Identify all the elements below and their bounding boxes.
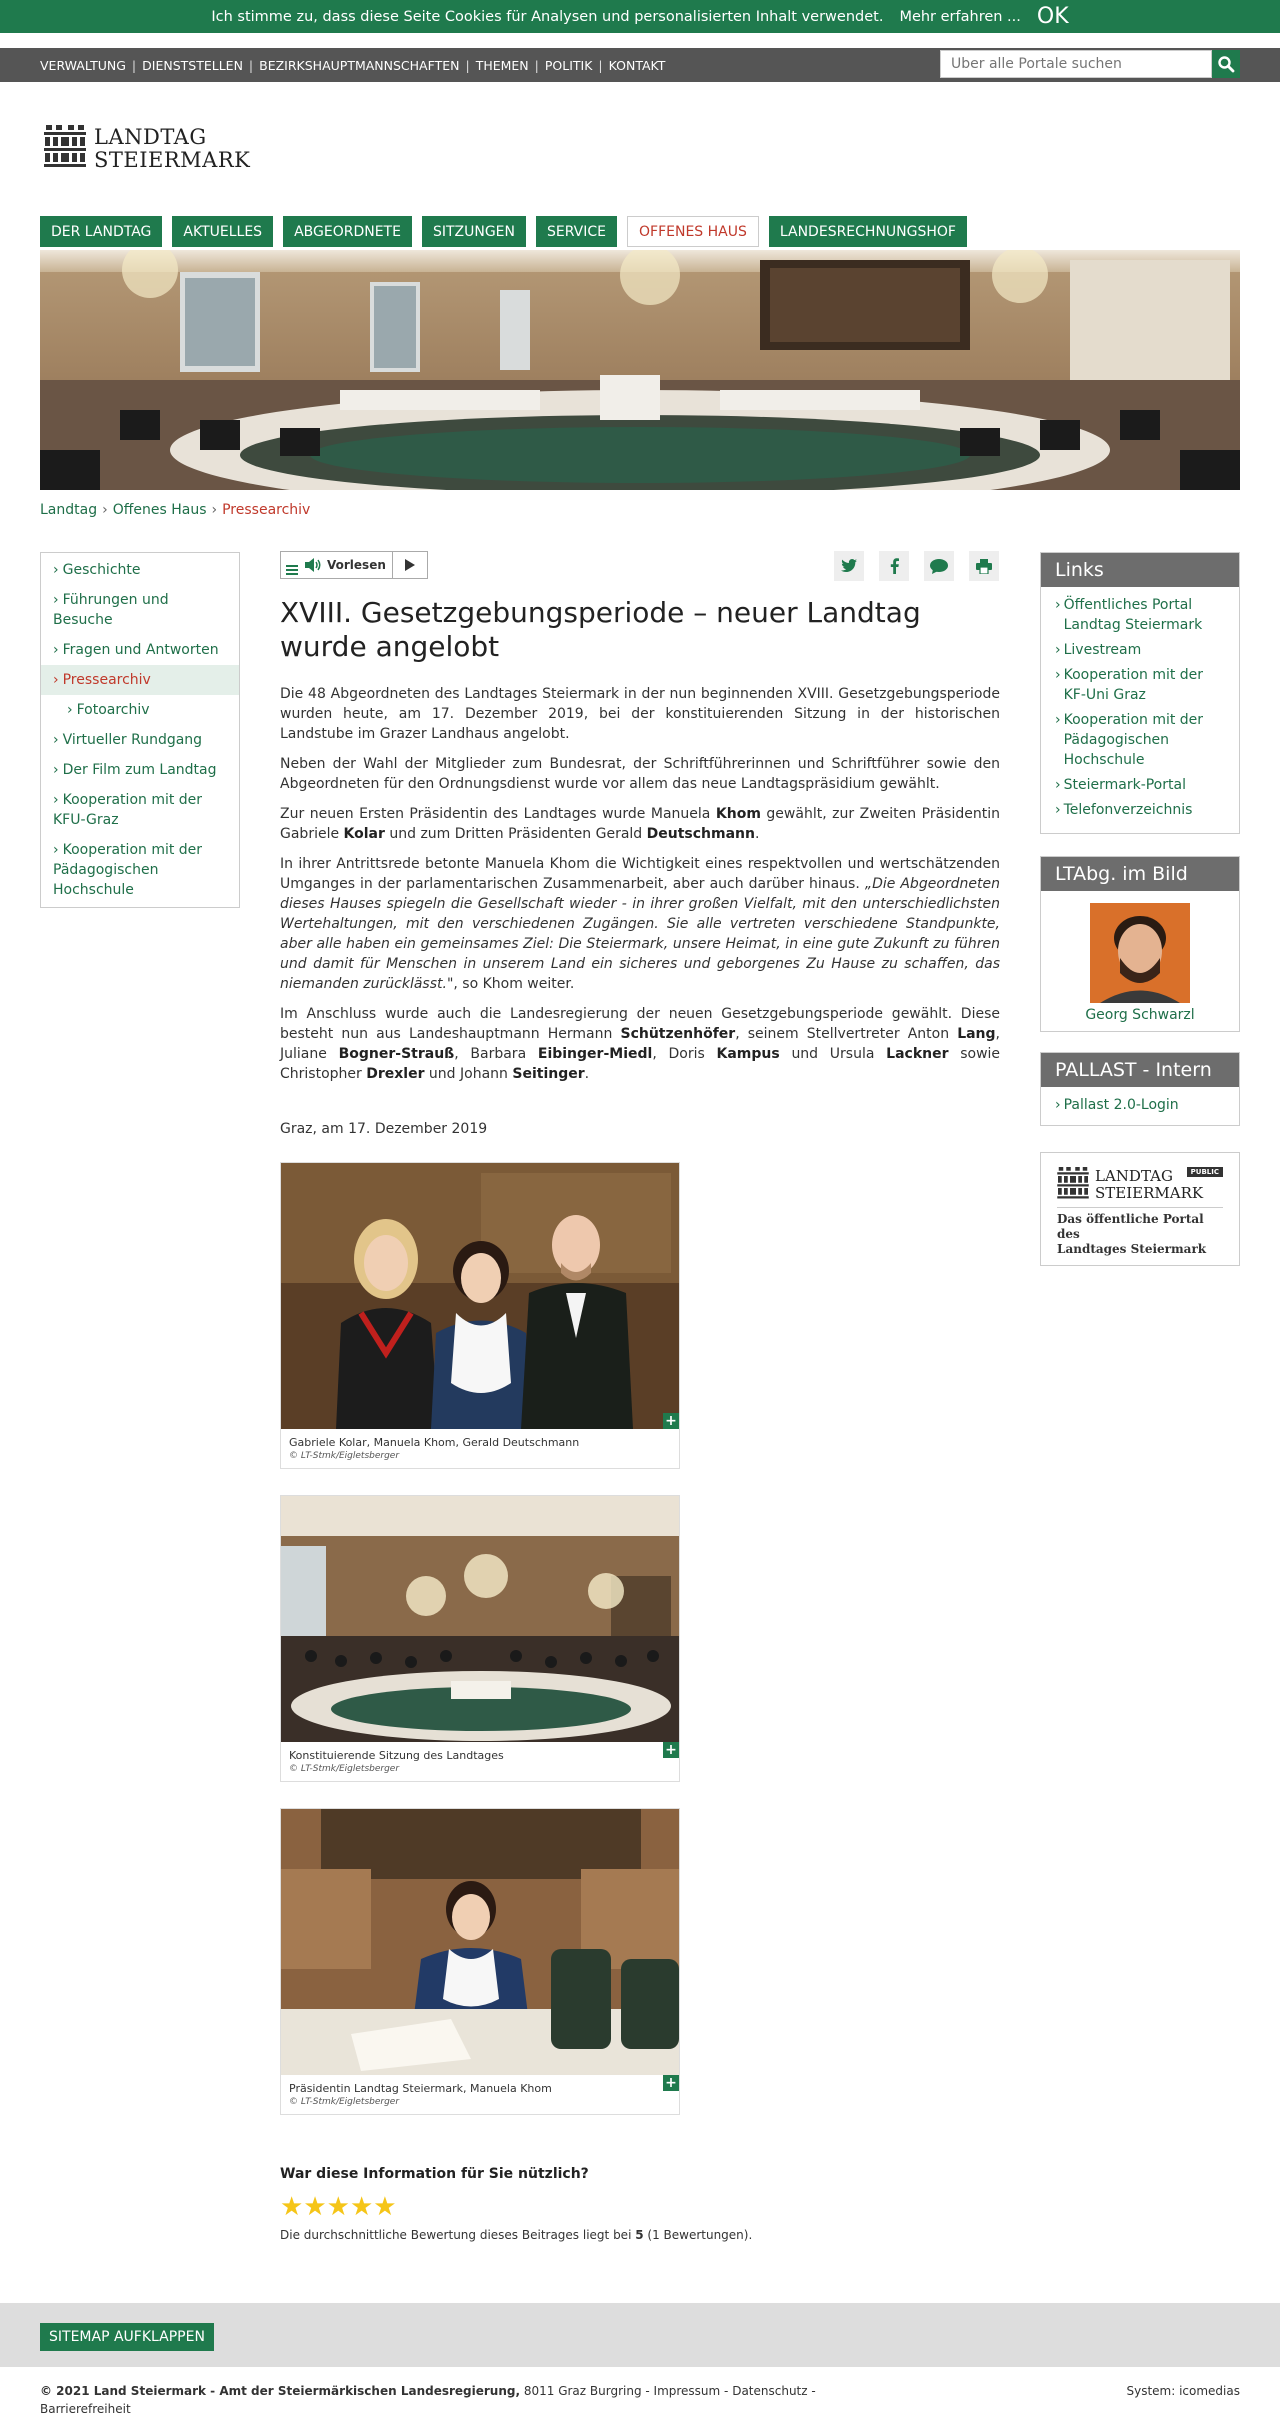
star-icon[interactable]: ★ bbox=[303, 2192, 327, 2222]
member-portrait[interactable] bbox=[1090, 903, 1190, 1003]
hero-banner-image bbox=[40, 250, 1240, 490]
article-paragraph-1: Die 48 Abgeordneten des Landtages Steiermark in der nun beginnenden XVIII. Gesetzgebungsperiode wurden heute, am 17. Dezember 2019, bei der konstituierenden Sitzung in der historischen Landstube im Grazer Landhaus angelobt. bbox=[280, 686, 1000, 742]
nav-abgeordnete[interactable]: ABGEORDNETE bbox=[283, 216, 412, 247]
footer-datenschutz-link[interactable]: Datenschutz bbox=[732, 2384, 808, 2398]
nav-offenes-haus[interactable]: OFFENES HAUS bbox=[627, 216, 759, 247]
landhaus-logo-icon bbox=[1057, 1167, 1089, 1203]
footer-address: 8011 Graz Burgring - bbox=[520, 2384, 654, 2398]
nav-aktuelles[interactable]: AKTUELLES bbox=[172, 216, 273, 247]
star-icon[interactable]: ★ bbox=[280, 2192, 304, 2222]
portal-search bbox=[940, 50, 1240, 80]
article-paragraph-5: Im Anschluss wurde auch die Landesregierung der neuen Gesetzgebungsperiode gewählt. Diese besteht nun aus Landeshauptmann Hermann Schützenhöfer, seinem Stellvertreter Anton Lang, Juliane Bogner-Strauß, Barbara Eibinger-Miedl, Doris Kampus und Ursula Lackner sowie Christopher Drexler und Johann Seitinger. bbox=[280, 1006, 1001, 1082]
links-box-body bbox=[1041, 587, 1239, 833]
play-icon bbox=[405, 559, 415, 571]
figure-president bbox=[280, 1808, 680, 2115]
share-comment-button[interactable] bbox=[924, 551, 954, 581]
search-icon bbox=[1217, 55, 1235, 73]
photo-presidium[interactable] bbox=[281, 1163, 679, 1429]
sidebar-item-geschichte[interactable]: › Geschichte bbox=[41, 555, 239, 585]
portal-logo-line-1: LANDTAG bbox=[1095, 1167, 1173, 1185]
sidebar-item-rundgang[interactable]: › Virtueller Rundgang bbox=[41, 725, 239, 755]
photo-caption-text: Gabriele Kolar, Manuela Khom, Gerald Deutschmann bbox=[289, 1436, 580, 1449]
star-icon[interactable]: ★ bbox=[373, 2192, 397, 2222]
sidebar-item-pressearchiv[interactable]: › Pressearchiv bbox=[41, 665, 239, 695]
figure-session bbox=[280, 1495, 680, 1782]
public-portal-box[interactable] bbox=[1040, 1152, 1240, 1266]
utility-link-kontakt[interactable]: KONTAKT bbox=[608, 57, 666, 73]
sidebar-item-ph[interactable]: › Kooperation mit der Pädagogischen Hochschule bbox=[41, 835, 239, 905]
enlarge-photo-button[interactable]: + bbox=[663, 2075, 679, 2091]
star-icon[interactable]: ★ bbox=[326, 2192, 350, 2222]
separator: | bbox=[131, 57, 137, 73]
pallast-title: PALLAST - Intern bbox=[1041, 1053, 1239, 1087]
speaker-icon bbox=[305, 558, 323, 572]
nav-der-landtag[interactable]: DER LANDTAG bbox=[40, 216, 162, 247]
utility-link-verwaltung[interactable]: VERWALTUNG bbox=[40, 57, 126, 73]
article-rating bbox=[280, 2166, 1000, 2242]
separator: | bbox=[248, 57, 254, 73]
cookie-banner bbox=[0, 0, 1280, 33]
link-steiermark-portal[interactable]: › Steiermark-Portal bbox=[1055, 775, 1229, 795]
utility-link-bezirkshauptmannschaften[interactable]: BEZIRKSHAUPTMANNSCHAFTEN bbox=[259, 57, 460, 73]
sidebar-item-fuehrungen[interactable]: › Führungen und Besuche bbox=[41, 585, 239, 635]
rating-question: War diese Information für Sie nützlich? bbox=[280, 2166, 589, 2182]
photo-copyright: © LT-Stmk/Eigletsberger bbox=[289, 1451, 400, 1461]
link-pallast-login[interactable]: › Pallast 2.0-Login bbox=[1055, 1095, 1229, 1115]
article-dateline: Graz, am 17. Dezember 2019 bbox=[280, 1121, 488, 1137]
photo-caption-text: Konstituierende Sitzung des Landtages bbox=[289, 1749, 504, 1762]
article-paragraph-4: In ihrer Antrittsrede betonte Manuela Khom die Wichtigkeit eines respektvollen und wertschätzenden Umganges in der parlamentarischen Zusammenarbeit, aber auch darüber hinaus. „Die Abgeordneten dieses Hauses spiegeln die Gesellschaft wieder - in ihrer großen Vielfalt, mit den unterschiedlichsten Wertehaltungen, mit den verschiedenen Zugängen. Sie alle vertreten verschiedene Standpunkte, aber alle haben ein gemeinsames Ziel: Die Steiermark, unsere Heimat, in eine gute Zukunft zu führen und damit für Menschen in unserem Land ein sicheres und geborgenes Zu Hause zu schaffen, das niemanden zurücklässt.", so Khom weiter. bbox=[280, 856, 1000, 992]
logo-line-1: LANDTAG bbox=[94, 125, 207, 149]
footer bbox=[40, 2382, 1240, 2418]
khom-quote: „Die Abgeordneten dieses Hauses spiegeln die Gesellschaft wieder - in ihrer großen Vielfalt, mit den unterschiedlichsten Wertehaltungen, mit den verschiedenen Zugängen. Sie alle vertreten verschiedene Standpunkte, aber alle haben ein gemeinsames Ziel: Die Steiermark, unsere Heimat, in eine gute Zukunft zu führen und damit für Menschen in unserem Land ein sicheres und geborgenes Zu Hause zu schaffen, das niemanden zurücklässt. bbox=[280, 876, 1000, 992]
sidebar-item-kfu[interactable]: › Kooperation mit der KFU-Graz bbox=[41, 785, 239, 835]
article-paragraph-2: Neben der Wahl der Mitglieder zum Bundesrat, der Schriftführerinnen und Schriftführer sowie den Abgeordneten für den Ordnungsdienst wurde vor allem das neue Landtagspräsidium gewählt. bbox=[280, 756, 1000, 792]
search-button[interactable] bbox=[1212, 50, 1240, 78]
link-livestream[interactable]: › Livestream bbox=[1055, 640, 1229, 660]
article-content bbox=[280, 596, 1000, 1094]
photo-session[interactable] bbox=[281, 1496, 679, 1742]
breadcrumb-landtag[interactable]: Landtag bbox=[40, 502, 98, 518]
photo-caption-text: Präsidentin Landtag Steiermark, Manuela Khom bbox=[289, 2082, 552, 2095]
landhaus-logo-icon bbox=[44, 125, 86, 173]
link-ph[interactable]: › Kooperation mit der Pädagogischen Hochschule bbox=[1055, 710, 1229, 770]
readspeaker-menu[interactable] bbox=[281, 552, 303, 578]
breadcrumb bbox=[40, 502, 310, 518]
sidebar-item-film[interactable]: › Der Film zum Landtag bbox=[41, 755, 239, 785]
pallast-body bbox=[1041, 1087, 1239, 1125]
comment-icon bbox=[930, 559, 948, 574]
share-twitter-button[interactable] bbox=[834, 551, 864, 581]
nav-sitzungen[interactable]: SITZUNGEN bbox=[422, 216, 526, 247]
main-navigation bbox=[40, 216, 977, 247]
facebook-icon bbox=[890, 558, 899, 574]
print-button[interactable] bbox=[969, 551, 999, 581]
nav-landesrechnungshof[interactable]: LANDESRECHNUNGSHOF bbox=[769, 216, 967, 247]
member-spotlight-title: LTAbg. im Bild bbox=[1041, 857, 1239, 891]
sitemap-toggle-button[interactable]: SITEMAP AUFKLAPPEN bbox=[40, 2323, 214, 2351]
read-aloud-label: Vorlesen bbox=[327, 558, 386, 572]
photo-president[interactable] bbox=[281, 1809, 679, 2075]
public-badge: PUBLIC bbox=[1187, 1167, 1223, 1177]
read-aloud-control[interactable] bbox=[280, 551, 428, 579]
read-aloud-button[interactable] bbox=[303, 552, 393, 578]
article-toolbar bbox=[280, 551, 1000, 581]
links-box-title: Links bbox=[1041, 553, 1239, 587]
footer-bar bbox=[0, 2303, 1280, 2367]
figure-presidium bbox=[280, 1162, 680, 1469]
photo-copyright: © LT-Stmk/Eigletsberger bbox=[289, 1764, 400, 1774]
nav-service[interactable]: SERVICE bbox=[536, 216, 617, 247]
member-spotlight-box bbox=[1040, 856, 1240, 1032]
portal-logo-line-2: STEIERMARK bbox=[1095, 1184, 1204, 1202]
footer-system: System: icomedias bbox=[1126, 2384, 1240, 2398]
cookie-message: Ich stimme zu, dass diese Seite Cookies für Analysen und personalisierten Inhalt verwendet. bbox=[211, 8, 884, 25]
utility-link-dienststellen[interactable]: DIENSTSTELLEN bbox=[142, 57, 243, 73]
breadcrumb-offenes-haus[interactable]: Offenes Haus bbox=[112, 502, 207, 518]
footer-legal: © 2021 Land Steiermark - Amt der Steiermärkischen Landesregierung, 8011 Graz Burgring - Impressum - Datenschutz - Barrierefreiheit bbox=[40, 2384, 816, 2416]
link-telefonverzeichnis[interactable]: › Telefonverzeichnis bbox=[1055, 800, 1229, 820]
separator: | bbox=[465, 57, 470, 73]
member-spotlight-body bbox=[1041, 891, 1239, 1023]
sidebar-item-fragen[interactable]: › Fragen und Antworten bbox=[41, 635, 239, 665]
footer-barrierefreiheit-link[interactable]: Barrierefreiheit bbox=[40, 2402, 131, 2416]
cookie-more-link[interactable]: Mehr erfahren ... bbox=[899, 8, 1021, 25]
separator: | bbox=[598, 57, 603, 73]
site-logo[interactable] bbox=[44, 125, 250, 173]
photo-copyright: © LT-Stmk/Eigletsberger bbox=[289, 2097, 400, 2107]
utility-link-themen[interactable]: THEMEN bbox=[475, 57, 529, 73]
play-button[interactable] bbox=[393, 552, 427, 578]
twitter-icon bbox=[841, 559, 857, 573]
rating-average: Die durchschnittliche Bewertung dieses Beitrages liegt bei 5 (1 Bewertungen). bbox=[280, 2228, 753, 2242]
menu-icon bbox=[286, 565, 298, 575]
public-portal-tagline: Das öffentliche Portal des Landtages Steiermark bbox=[1057, 1207, 1223, 1257]
rating-stars bbox=[280, 2194, 1000, 2220]
logo-text bbox=[94, 126, 250, 172]
member-name[interactable]: Georg Schwarzl bbox=[1085, 1007, 1195, 1023]
utility-links bbox=[40, 48, 665, 82]
footer-impressum-link[interactable]: Impressum bbox=[653, 2384, 721, 2398]
enlarge-photo-button[interactable]: + bbox=[663, 1413, 679, 1429]
article-title: XVIII. Gesetzgebungsperiode – neuer Landtag wurde angelobt bbox=[280, 596, 921, 663]
enlarge-photo-button[interactable]: + bbox=[663, 1742, 679, 1758]
section-navigation bbox=[40, 552, 240, 908]
photo-caption bbox=[281, 2075, 679, 2114]
breadcrumb-current: Pressearchiv bbox=[222, 502, 311, 518]
share-facebook-button[interactable] bbox=[879, 551, 909, 581]
star-icon[interactable]: ★ bbox=[349, 2192, 374, 2222]
photo-caption bbox=[281, 1742, 679, 1781]
search-input[interactable] bbox=[940, 50, 1212, 78]
breadcrumb-separator: › bbox=[102, 502, 108, 518]
sidebar-item-fotoarchiv[interactable]: › Fotoarchiv bbox=[41, 695, 239, 725]
pallast-box bbox=[1040, 1052, 1240, 1126]
link-public-portal[interactable]: › Öffentliches Portal Landtag Steiermark bbox=[1055, 595, 1229, 635]
link-kf-uni[interactable]: › Kooperation mit der KF-Uni Graz bbox=[1055, 665, 1229, 705]
photo-caption bbox=[281, 1429, 679, 1468]
utility-link-politik[interactable]: POLITIK bbox=[544, 57, 593, 73]
cookie-ok-button[interactable]: OK bbox=[1036, 4, 1069, 29]
logo-line-2: STEIERMARK bbox=[94, 148, 251, 172]
links-box bbox=[1040, 552, 1240, 834]
footer-copyright: © 2021 Land Steiermark - Amt der Steiermärkischen Landesregierung, bbox=[40, 2384, 521, 2398]
article-paragraph-3: Zur neuen Ersten Präsidentin des Landtages wurde Manuela Khom gewählt, zur Zweiten Präsidentin Gabriele Kolar und zum Dritten Präsidenten Gerald Deutschmann. bbox=[280, 806, 1000, 842]
breadcrumb-separator: › bbox=[211, 502, 218, 518]
separator: | bbox=[534, 57, 539, 73]
public-portal-logo bbox=[1057, 1167, 1223, 1203]
print-icon bbox=[976, 559, 992, 574]
